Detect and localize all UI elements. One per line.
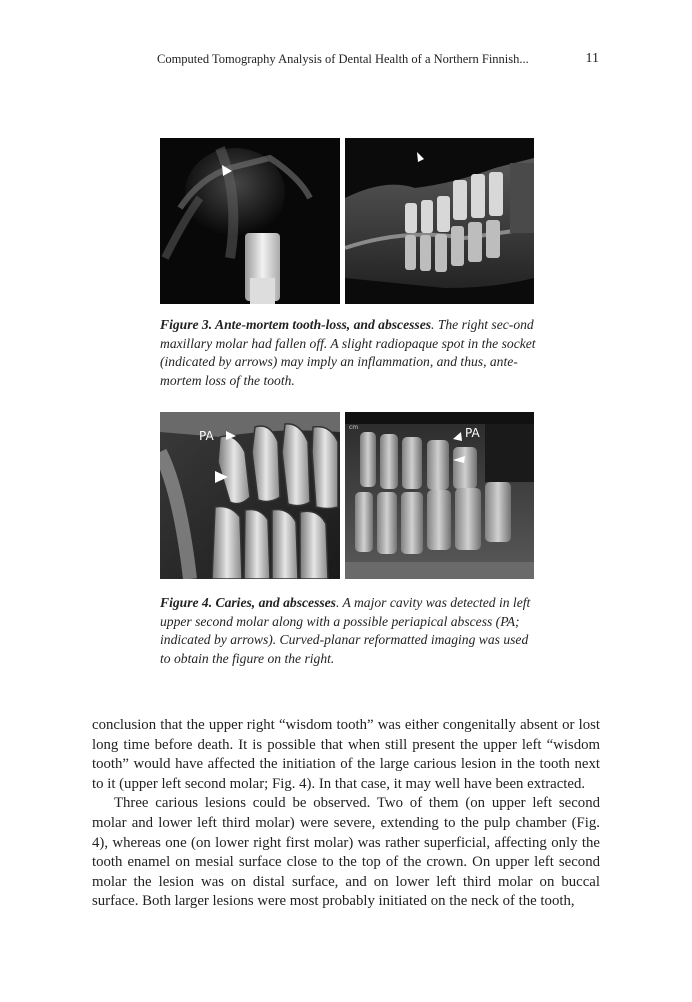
figure4-caption xyxy=(160,594,536,668)
running-header xyxy=(157,52,599,72)
figure4-right-pa-label: PA xyxy=(465,426,480,440)
figure3-caption-text: . The right sec-ond maxillary molar had fallen off. A slight radiopaque spot in the socket (indicated by arrows) may imply an inflammation, and thus, ante-mortem loss of the tooth. xyxy=(160,317,536,388)
figure4-caption-text: . A major cavity was detected in left upper second molar along with a possible periapical abscess (PA; indicated by arrows). Curved-planar reformatted imaging was used to obtain the figure on the right. xyxy=(160,595,531,666)
figure3-left-image xyxy=(160,138,340,304)
running-title: Computed Tomography Analysis of Dental Health of a Northern Finnish... xyxy=(157,52,529,66)
figure3-caption xyxy=(160,316,536,390)
figure4-right-cm-label: cm xyxy=(349,424,359,431)
figure4-right-image xyxy=(345,412,534,579)
figure4-left-image xyxy=(160,412,340,579)
figure3-caption-label: Figure 3. Ante-mortem tooth-loss, and abscesses xyxy=(160,317,432,332)
body-paragraph-1: conclusion that the upper right “wisdom tooth” was either congenitally absent or lost long time before death. It is possible that when still present the upper left “wisdom tooth” would have affected the initiation of the large carious lesion in the tooth next to it (upper left second molar; Fig. 4). In that case, it may well have been extracted. xyxy=(92,717,600,792)
figure4-caption-label: Figure 4. Caries, and abscesses xyxy=(160,595,336,610)
figure4-left-pa-label: PA xyxy=(199,429,214,443)
body-text xyxy=(92,716,600,912)
figure3-right-image xyxy=(345,138,534,304)
page-number: 11 xyxy=(585,51,599,66)
body-paragraph-2: Three carious lesions could be observed. Two of them (on upper left second molar and lower left third molar) were severe, extending to the pulp chamber (Fig. 4), whereas one (on lower right first molar) was rather superficial, affecting only the tooth enamel on mesial surface close to the top of the crown. On upper left second molar the lesion was on distal surface, and on lower left third molar on buccal surface. Both larger lesions were most probably initiated on the neck of the tooth, xyxy=(92,795,600,910)
